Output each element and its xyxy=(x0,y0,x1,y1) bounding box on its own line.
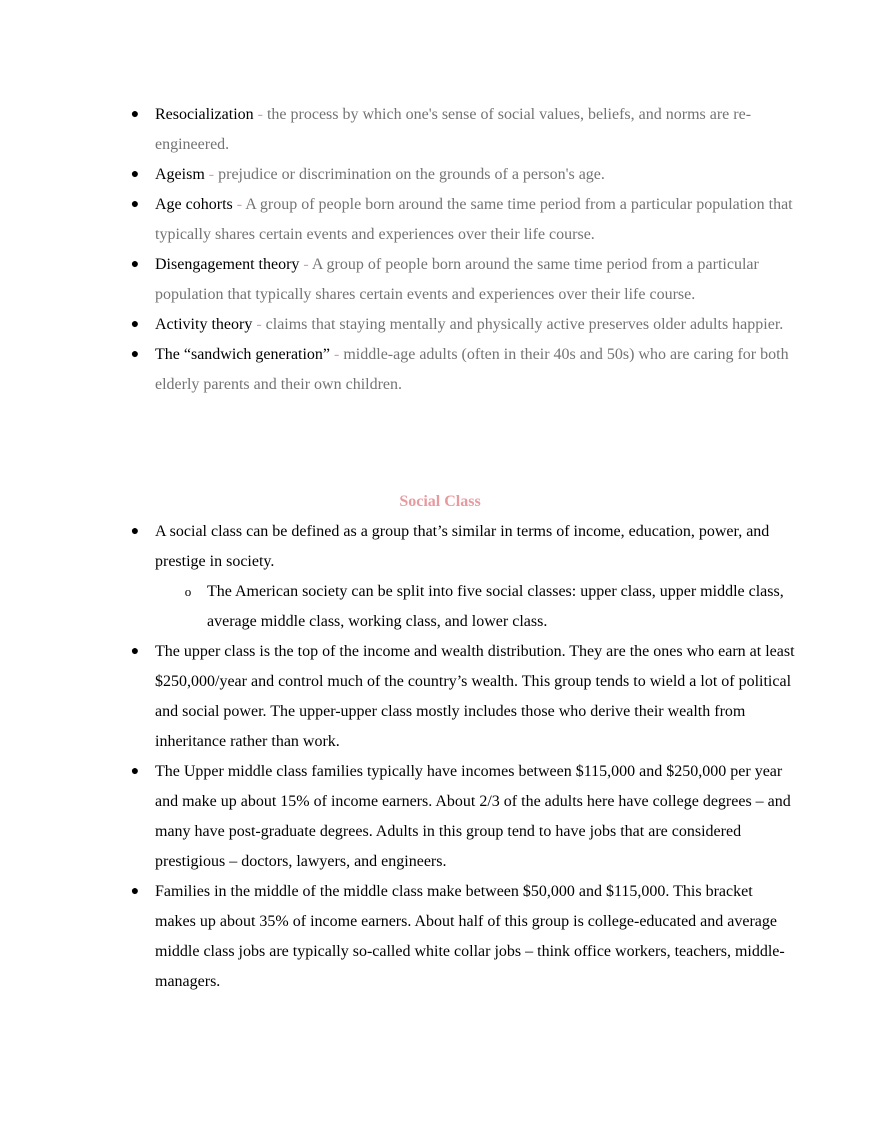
list-item-resocialization xyxy=(130,100,795,160)
list-item-upper-class xyxy=(130,637,795,757)
list-item-middle-class xyxy=(130,877,795,997)
term-separator: - xyxy=(330,346,344,363)
bullet-icon: ● xyxy=(130,197,140,212)
term-definition: the process by which one's sense of social values, beliefs, and norms are re-engineered. xyxy=(155,106,752,153)
list-item-upper-middle-class xyxy=(130,757,795,877)
term-separator: - xyxy=(252,316,266,333)
term-separator: - xyxy=(204,166,219,183)
bullet-icon: ● xyxy=(130,764,140,779)
bullet-icon: ● xyxy=(130,524,140,539)
list-item-sandwich-generation xyxy=(130,340,795,400)
list-item-age-cohorts xyxy=(130,190,795,250)
term-separator: - xyxy=(253,106,267,123)
terms-list xyxy=(130,100,795,400)
bullet-icon: ● xyxy=(130,317,140,332)
bullet-icon: ● xyxy=(130,107,140,122)
term: Disengagement theory xyxy=(155,256,300,273)
term: Age cohorts xyxy=(155,196,233,213)
term: Activity theory xyxy=(155,316,253,333)
list-item-social-class-definition xyxy=(130,517,795,637)
list-item-text: The upper class is the top of the income and wealth distribution. They are the ones who earn at least $250,000/year and control much of the country’s wealth. This group tends to wield a lot of political and social power. The upper-upper class mostly includes those who derive their wealth from inheritance rather than work. xyxy=(155,643,795,750)
social-class-list xyxy=(130,517,795,997)
list-item-text: A social class can be defined as a group that’s similar in terms of income, education, power, and prestige in society. xyxy=(155,523,770,570)
sub-list-item-five-classes xyxy=(184,577,795,637)
term: The “sandwich generation” xyxy=(155,346,331,363)
term-definition: claims that staying mentally and physically active preserves older adults happier. xyxy=(265,316,784,333)
list-item-text: The Upper middle class families typically have incomes between $115,000 and $250,000 per year and make up about 15% of income earners. About 2/3 of the adults here have college degrees – and many have post-graduate degrees. Adults in this group tend to have jobs that are considered prestigious – doctors, lawyers, and engineers. xyxy=(155,763,791,870)
list-item-activity-theory xyxy=(130,310,795,340)
term: Ageism xyxy=(155,166,205,183)
section-heading: Social Class xyxy=(399,493,481,510)
bullet-icon: ● xyxy=(130,347,140,362)
term-separator: - xyxy=(299,256,312,273)
list-item-disengagement-theory xyxy=(130,250,795,310)
sub-list xyxy=(184,577,795,637)
list-item-text: The American society can be split into five social classes: upper class, upper middle class, average middle class, working class, and lower class. xyxy=(207,583,784,630)
term: Resocialization xyxy=(155,106,254,123)
list-item-ageism xyxy=(130,160,795,190)
list-item-text: Families in the middle of the middle class make between $50,000 and $115,000. This bracket makes up about 35% of income earners. About half of this group is college-educated and average middle class jobs are typically so-called white collar jobs – think office workers, teachers, middle-managers. xyxy=(155,883,785,990)
term-definition: A group of people born around the same time period from a particular population that typically shares certain events and experiences over their life course. xyxy=(155,196,793,243)
bullet-icon: ● xyxy=(130,644,140,659)
hollow-bullet-icon: o xyxy=(184,584,192,599)
bullet-icon: ● xyxy=(130,167,140,182)
term-definition: middle-age adults (often in their 40s and 50s) who are caring for both elderly parents and their own children. xyxy=(155,346,789,393)
term-definition: A group of people born around the same time period from a particular population that typically shares certain events and experiences over their life course. xyxy=(155,256,759,303)
bullet-icon: ● xyxy=(130,884,140,899)
term-definition: prejudice or discrimination on the grounds of a person's age. xyxy=(218,166,605,183)
term-separator: - xyxy=(232,196,246,213)
bullet-icon: ● xyxy=(130,257,140,272)
